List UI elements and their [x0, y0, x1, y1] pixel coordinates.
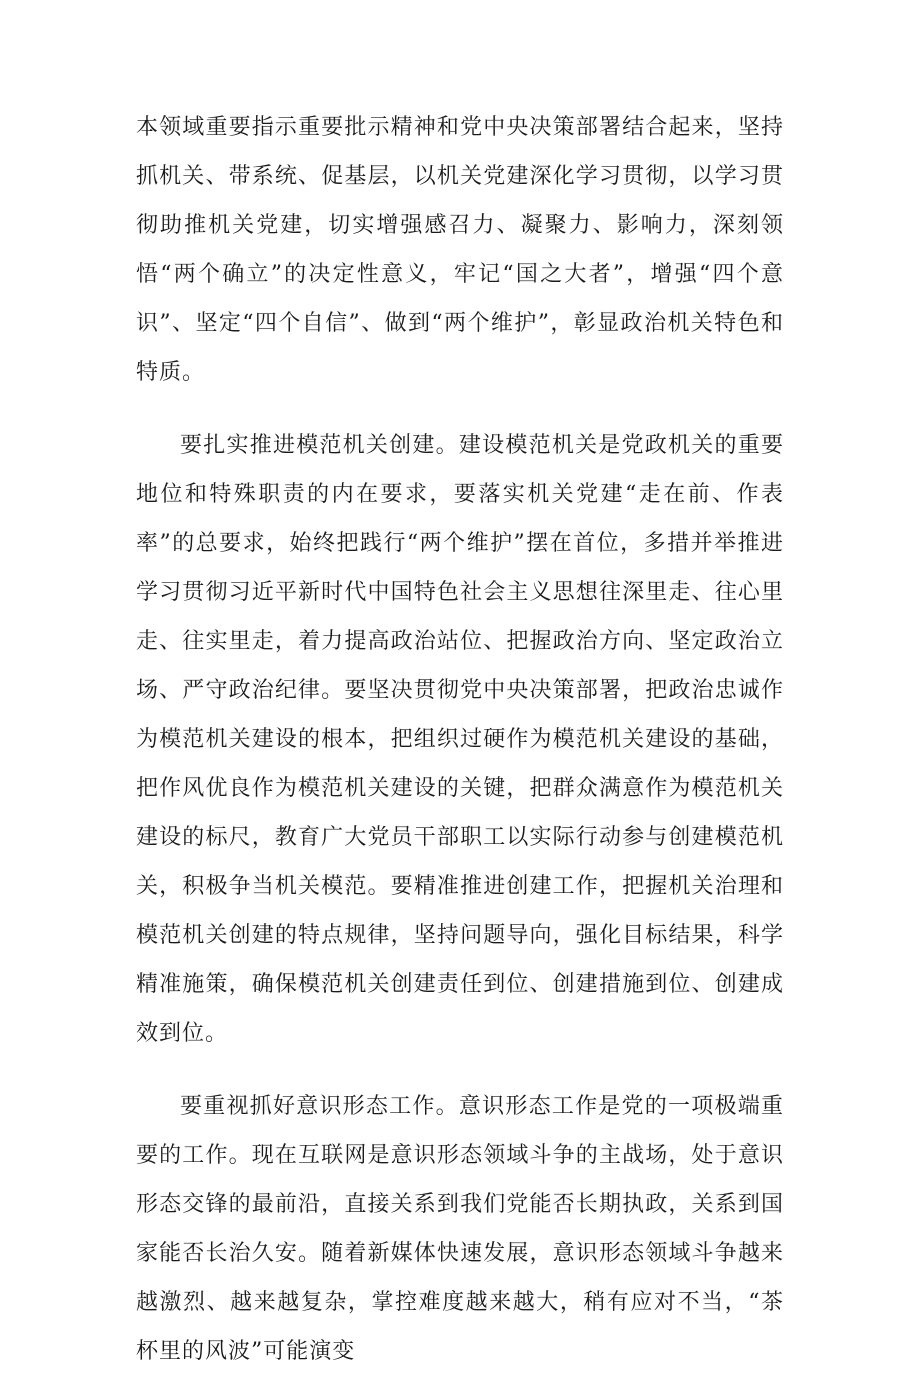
paragraph-continuation: 本领域重要指示重要批示精神和党中央决策部署结合起来，坚持抓机关、带系统、促基层，以机关党建深化学习贯彻，以学习贯彻助推机关党建，切实增强感召力、凝聚力、影响力，深刻领悟“两个确立”的决定性意义，牢记“国之大者”，增强“四个意识”、坚定“四个自信”、做到“两个维护”，彰显政治机关特色和特质。	[136, 115, 784, 385]
paragraph-gap	[136, 397, 784, 421]
paragraph-gap	[136, 1058, 784, 1082]
document-body	[136, 103, 784, 1376]
paragraph-ideology-work: 要重视抓好意识形态工作。意识形态工作是党的一项极端重要的工作。现在互联网是意识形态领域斗争的主战场，处于意识形态交锋的最前沿，直接关系到我们党能否长期执政，关系到国家能否长治久安。随着新媒体快速发展，意识形态领域斗争越来越激烈、越来越复杂，掌控难度越来越大，稍有应对不当，“茶杯里的风波”可能演变	[136, 1094, 784, 1364]
paragraph-model-organ-creation: 要扎实推进模范机关创建。建设模范机关是党政机关的重要地位和特殊职责的内在要求，要落实机关党建“走在前、作表率”的总要求，始终把践行“两个维护”摆在首位，多措并举推进学习贯彻习近平新时代中国特色社会主义思想往深里走、往心里走、往实里走，着力提高政治站位、把握政治方向、坚定政治立场、严守政治纪律。要坚决贯彻党中央决策部署，把政治忠诚作为模范机关建设的根本，把组织过硬作为模范机关建设的基础，把作风优良作为模范机关建设的关键，把群众满意作为模范机关建设的标尺，教育广大党员干部职工以实际行动参与创建模范机关，积极争当机关模范。要精准推进创建工作，把握机关治理和模范机关创建的特点规律，坚持问题导向，强化目标结果，科学精准施策，确保模范机关创建责任到位、创建措施到位、创建成效到位。	[136, 433, 784, 1046]
